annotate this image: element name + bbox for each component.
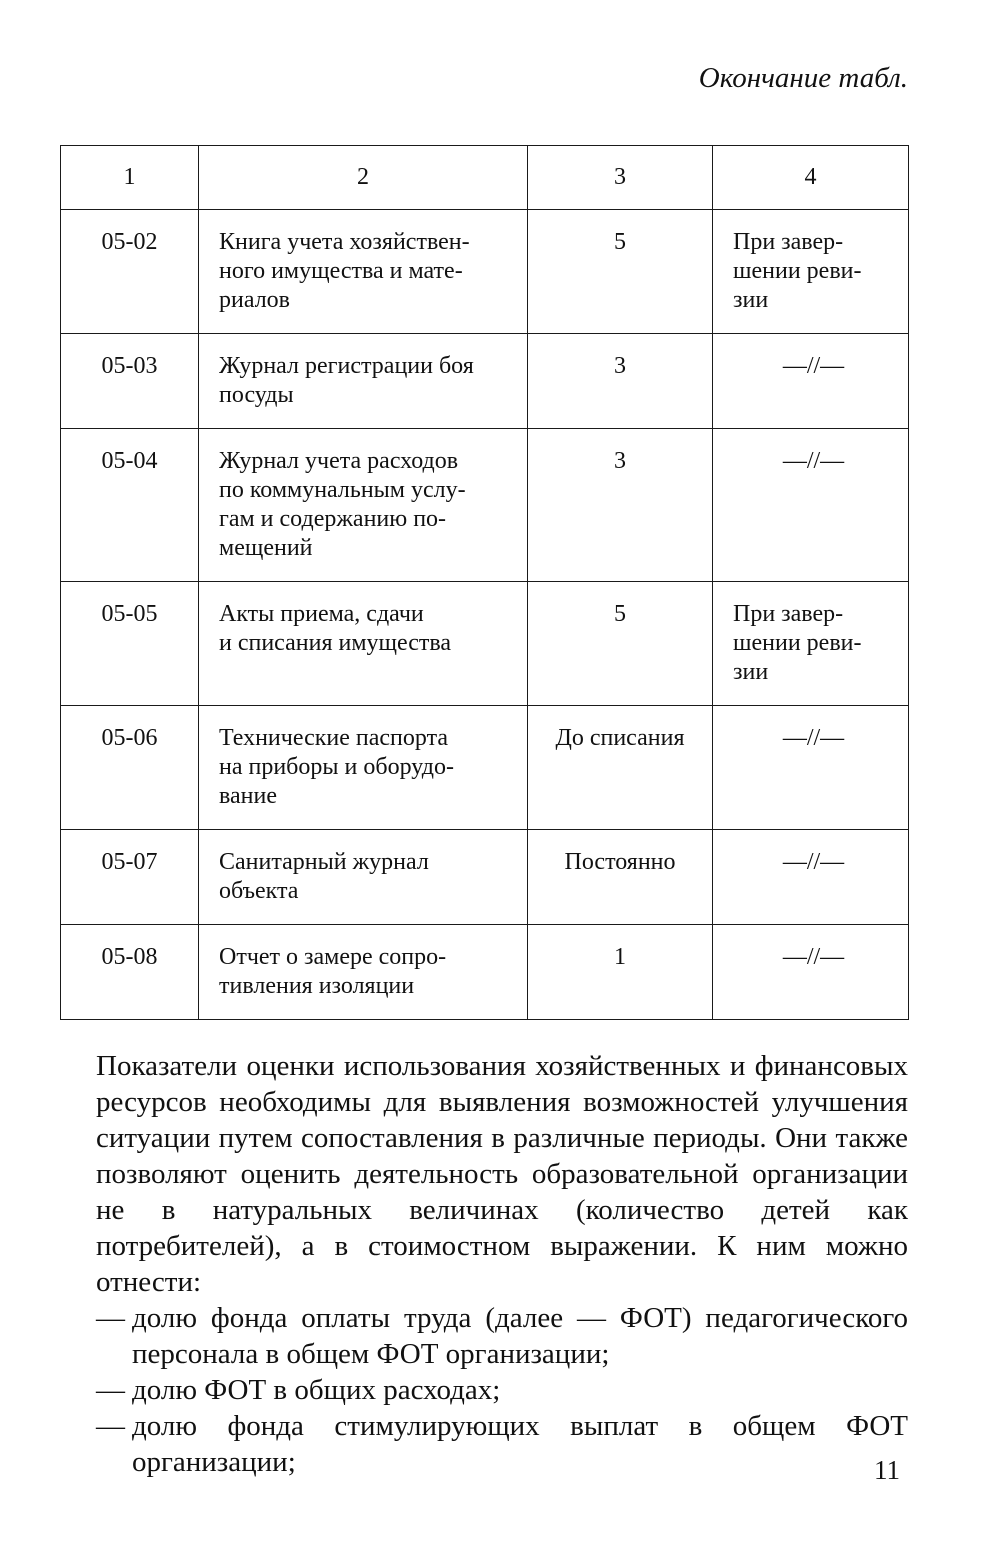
row-note-cell bbox=[713, 830, 909, 925]
table-row bbox=[61, 582, 909, 706]
list-dash: — bbox=[96, 1410, 125, 1442]
body-paragraph: Показатели оценки использования хозяйственных и финансовых ресурсов необходимы для выявления возможностей улучшения ситуации путем сопоставления в различные периоды. Они также позволяют оценить деятельность образовательной организации не в натуральных величинах (количество детей как потребителей), а в стоимостном выражении. К ним можно отнести: bbox=[96, 1050, 908, 1298]
header-cell-2: 2 bbox=[199, 146, 528, 210]
list-item bbox=[96, 1300, 908, 1372]
row-name-cell-line: вание bbox=[219, 783, 278, 809]
row-name-cell-line: на приборы и оборудо- bbox=[219, 754, 454, 780]
table-row bbox=[61, 925, 909, 1020]
list-dash: — bbox=[96, 1374, 125, 1406]
row-name-cell-line: риалов bbox=[219, 287, 291, 313]
row-note-cell bbox=[713, 429, 909, 582]
row-note-cell-line: —//— bbox=[782, 448, 845, 474]
row-name-cell-line: Технические паспорта bbox=[219, 725, 449, 751]
row-period-cell: Постоянно bbox=[528, 830, 713, 925]
header-cell-1: 1 bbox=[61, 146, 199, 210]
row-note-cell-line: шении реви- bbox=[733, 630, 862, 656]
row-name-cell bbox=[199, 925, 528, 1020]
body-text bbox=[96, 1048, 908, 1480]
row-name-cell bbox=[199, 830, 528, 925]
row-note-cell bbox=[713, 582, 909, 706]
list-item bbox=[96, 1372, 908, 1408]
row-period-cell: 3 bbox=[528, 429, 713, 582]
row-note-cell-line: —//— bbox=[782, 725, 845, 751]
row-name-cell bbox=[199, 582, 528, 706]
table-row bbox=[61, 210, 909, 334]
row-name-cell-line: по коммунальным услу- bbox=[219, 477, 466, 503]
row-name-cell bbox=[199, 429, 528, 582]
row-note-cell-line: —//— bbox=[782, 353, 845, 379]
row-note-cell bbox=[713, 210, 909, 334]
row-note-cell-line: зии bbox=[733, 287, 769, 313]
table-header-row bbox=[61, 146, 909, 210]
row-name-cell-line: Книга учета хозяйствен- bbox=[219, 229, 470, 255]
list-item-text: долю ФОТ в общих расходах; bbox=[132, 1374, 501, 1406]
list-item bbox=[96, 1408, 908, 1480]
list-dash: — bbox=[96, 1302, 125, 1334]
row-name-cell-line: ного имущества и мате- bbox=[219, 258, 463, 284]
row-note-cell bbox=[713, 925, 909, 1020]
row-note-cell-line: —//— bbox=[782, 944, 845, 970]
records-table bbox=[60, 145, 909, 1020]
row-name-cell-line: тивления изоляции bbox=[219, 973, 415, 999]
row-code-cell: 05-04 bbox=[61, 429, 199, 582]
row-name-cell-line: Санитарный журнал bbox=[219, 849, 429, 875]
row-name-cell-line: гам и содержанию по- bbox=[219, 506, 447, 532]
list-item-text: долю фонда оплаты труда (далее — ФОТ) педагогического персонала в общем ФОТ организации; bbox=[132, 1302, 908, 1370]
row-period-cell: 3 bbox=[528, 334, 713, 429]
row-name-cell-line: посуды bbox=[219, 382, 294, 408]
table-row bbox=[61, 706, 909, 830]
row-code-cell: 05-07 bbox=[61, 830, 199, 925]
row-period-cell: 5 bbox=[528, 582, 713, 706]
row-name-cell-line: Отчет о замере сопро- bbox=[219, 944, 447, 970]
row-period-cell: До списания bbox=[528, 706, 713, 830]
row-name-cell-line: мещений bbox=[219, 535, 313, 561]
row-period-cell: 5 bbox=[528, 210, 713, 334]
row-name-cell-line: Журнал учета расходов bbox=[219, 448, 459, 474]
row-note-cell-line: зии bbox=[733, 659, 769, 685]
row-name-cell-line: объекта bbox=[219, 878, 299, 904]
row-note-cell bbox=[713, 706, 909, 830]
row-code-cell: 05-02 bbox=[61, 210, 199, 334]
row-note-cell-line: шении реви- bbox=[733, 258, 862, 284]
row-code-cell: 05-08 bbox=[61, 925, 199, 1020]
row-period-cell: 1 bbox=[528, 925, 713, 1020]
row-note-cell-line: При завер- bbox=[733, 601, 844, 627]
row-name-cell-line: Журнал регистрации боя bbox=[219, 353, 474, 379]
row-name-cell-line: и списания имущества bbox=[219, 630, 452, 656]
row-code-cell: 05-06 bbox=[61, 706, 199, 830]
header-cell-4: 4 bbox=[713, 146, 909, 210]
table-row bbox=[61, 830, 909, 925]
header-cell-3: 3 bbox=[528, 146, 713, 210]
row-name-cell bbox=[199, 210, 528, 334]
row-name-cell bbox=[199, 706, 528, 830]
row-code-cell: 05-05 bbox=[61, 582, 199, 706]
row-code-cell: 05-03 bbox=[61, 334, 199, 429]
row-name-cell bbox=[199, 334, 528, 429]
row-note-cell-line: При завер- bbox=[733, 229, 844, 255]
table-continuation-caption: Окончание табл. bbox=[698, 62, 908, 94]
row-note-cell-line: —//— bbox=[782, 849, 845, 875]
list-item-text: долю фонда стимулирующих выплат в общем ФОТ организации; bbox=[132, 1410, 908, 1478]
table-row bbox=[61, 334, 909, 429]
row-name-cell-line: Акты приема, сдачи bbox=[219, 601, 424, 627]
table-row bbox=[61, 429, 909, 582]
row-note-cell bbox=[713, 334, 909, 429]
page-number: 11 bbox=[874, 1455, 900, 1485]
